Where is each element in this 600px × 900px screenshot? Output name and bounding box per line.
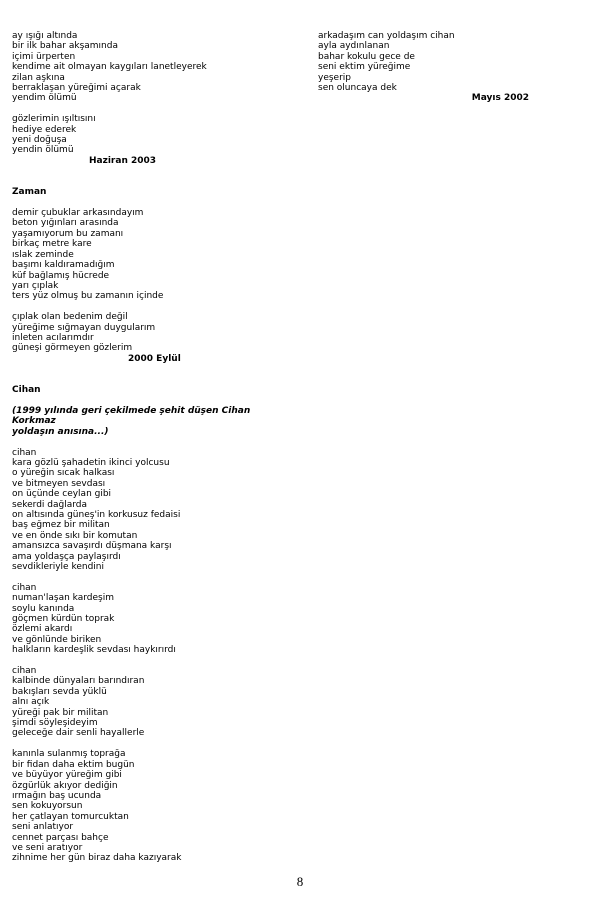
poem-line: zilan aşkına xyxy=(12,72,65,83)
poem-line: sekerdi dağlarda xyxy=(12,499,87,510)
poem-line: soylu kanında xyxy=(12,603,75,614)
poem-line: kalbinde dünyaları barındıran xyxy=(12,676,145,687)
poem-line: yeni doğuşa xyxy=(12,135,67,146)
page-number: 8 xyxy=(296,874,304,889)
poem-line: özgürlük akıyor dediğin xyxy=(12,780,118,791)
poem-line: halkların kardeşlik sevdası haykırırdı xyxy=(12,645,176,656)
poem-line: on üçünde ceylan gibi xyxy=(12,489,112,500)
poem-line: kendime ait olmayan kaygıları lanetleyerek xyxy=(12,62,207,73)
poem-line: berraklaşan yüreğimi açarak xyxy=(12,83,141,94)
zaman-stanza-2 xyxy=(12,312,292,354)
poem-line: yarı çıplak xyxy=(12,280,59,291)
poem-line: ıslak zeminde xyxy=(12,249,74,260)
poem-line: güneşi görmeyen gözlerim xyxy=(12,343,133,354)
poem-line: ve seni aratıyor xyxy=(12,842,83,853)
poem-line: demir çubuklar arkasındayım xyxy=(12,208,144,219)
poem-line: zihnime her gün biraz daha kazıyarak xyxy=(12,853,182,864)
poem-line: kara gözlü şahadetin ikinci yolcusu xyxy=(12,457,170,468)
poem-line: gözlerimin ışıltısını xyxy=(12,114,96,125)
poem-line: ay ışığı altında xyxy=(12,31,78,41)
poem-line: küf bağlamış hücrede xyxy=(12,270,110,281)
poem-line: içimi ürperten xyxy=(12,51,76,62)
poem-line: o yüreğin sıcak halkası xyxy=(12,468,115,479)
poem-line: bir fidan daha ektim bugün xyxy=(12,759,135,770)
poem-line: bahar kokulu gece de xyxy=(318,51,415,62)
poem-tail-stanza-1 xyxy=(12,31,292,104)
poem-line: baş eğmez bir militan xyxy=(12,520,110,531)
poem-line: bir ilk bahar akşamında xyxy=(12,41,118,52)
poem-line: göçmen kürdün toprak xyxy=(12,614,115,625)
zaman-stanza-1 xyxy=(12,208,292,302)
cihan-stanza-3 xyxy=(12,666,292,739)
poem-dedication: (1999 yılında geri çekilmede şehit düşen Cihan Korkmaz xyxy=(12,405,251,427)
left-column xyxy=(12,31,292,864)
poem-line: kanınla sulanmış toprağa xyxy=(12,749,126,760)
right-poem-tail xyxy=(318,31,533,93)
poem-line: hediye ederek xyxy=(12,124,77,135)
poem-line: yeşerip xyxy=(318,72,352,83)
poem-line: çıplak olan bedenim değil xyxy=(12,312,128,323)
right-column xyxy=(318,31,533,104)
poem-line: başımı kaldıramadığım xyxy=(12,260,115,271)
poem-line: alnı açık xyxy=(12,697,50,708)
poem-line: ayla aydınlanan xyxy=(318,41,390,52)
poem-line: amansızca savaşırdı düşmana karşı xyxy=(12,541,172,552)
poem-line: cennet parçası bahçe xyxy=(12,832,109,843)
poem-line: birkaç metre kare xyxy=(12,239,92,250)
poem-line: her çatlayan tomurcuktan xyxy=(12,811,129,822)
poem-line: sevdikleriyle kendini xyxy=(12,562,104,573)
poem-line: inleten acılarımdır xyxy=(12,332,94,343)
poem-line: seni anlatıyor xyxy=(12,822,74,833)
poem-title-cihan: Cihan xyxy=(12,385,41,396)
poem-line: ve gönlünde biriken xyxy=(12,634,102,645)
poem-line: sen kokuyorsun xyxy=(12,801,83,812)
poem-line: cihan xyxy=(12,582,37,593)
poem-line: seni ektim yüreğime xyxy=(318,62,411,73)
cihan-stanza-2 xyxy=(12,583,292,656)
poem-line: sen oluncaya dek xyxy=(318,83,397,94)
poem-line: beton yığınları arasında xyxy=(12,218,119,229)
poem-line: arkadaşım can yoldaşım cihan xyxy=(318,31,455,41)
cihan-stanza-1 xyxy=(12,448,292,573)
poem-date: Haziran 2003 xyxy=(89,155,157,166)
poem-line: ve bitmeyen sevdası xyxy=(12,478,106,489)
poem-line: yendim ölümü xyxy=(12,93,77,104)
poem-date: Mayıs 2002 xyxy=(471,93,529,104)
poem-line: geleceğe dair senli hayallerle xyxy=(12,728,145,739)
poem-line: yendin ölümü xyxy=(12,145,74,156)
poem-date: 2000 Eylül xyxy=(128,353,181,364)
poem-line: bakışları sevda yüklü xyxy=(12,686,107,697)
poem-line: yüreği pak bir militan xyxy=(12,707,109,718)
poem-line: ama yoldaşça paylaşırdı xyxy=(12,551,121,562)
poem-line: ve en önde sıkı bir komutan xyxy=(12,530,138,541)
poem-line: cihan xyxy=(12,666,37,677)
poem-line: şimdi söyleşideyim xyxy=(12,718,98,729)
poem-line: yaşamıyorum bu zamanı xyxy=(12,228,124,239)
poem-line: numan'laşan kardeşim xyxy=(12,593,114,604)
poem-line: özlemi akardı xyxy=(12,624,73,635)
poem-title-zaman: Zaman xyxy=(12,187,47,198)
poem-line: yüreğime sığmayan duygularım xyxy=(12,322,156,333)
poem-dedication: yoldaşın anısına...) xyxy=(12,426,109,437)
poem-line: ters yüz olmuş bu zamanın içinde xyxy=(12,291,164,302)
poem-line: ırmağın baş ucunda xyxy=(12,790,102,801)
poem-line: on altısında güneş'in korkusuz fedaisi xyxy=(12,509,181,520)
poem-tail-stanza-2 xyxy=(12,114,292,156)
cihan-stanza-4 xyxy=(12,749,292,863)
poem-line: ve büyüyor yüreğim gibi xyxy=(12,770,122,781)
poem-line: cihan xyxy=(12,447,37,458)
